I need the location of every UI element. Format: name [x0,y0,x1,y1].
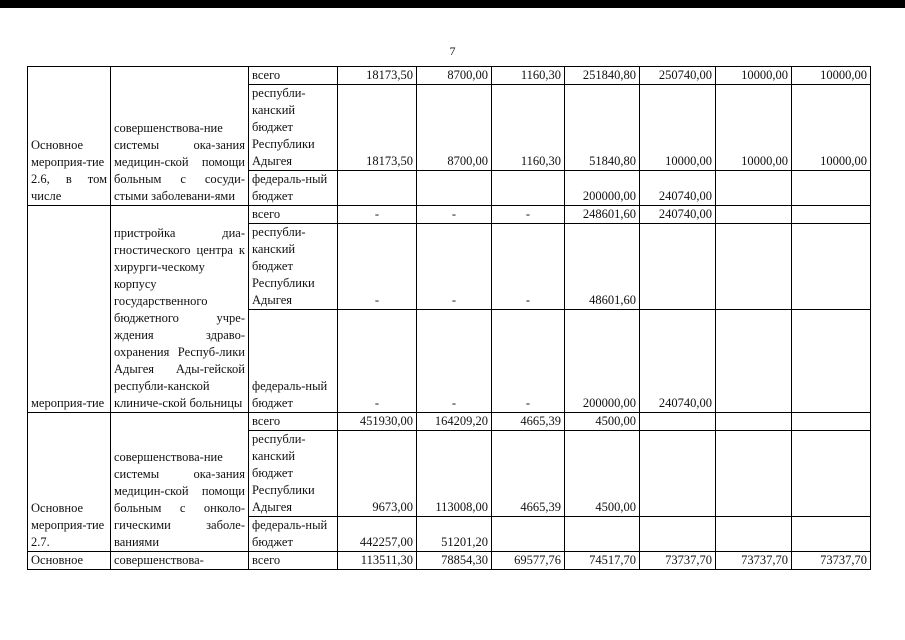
activity-description: пристройка диа-гностического центра к хирурги-ческому корпусу государственного бюджетного учре-ждения здраво-охранения Респуб-лики Адыгея Ады-гейской республи-канской клиниче-ской больницы [114,226,245,410]
funding-source-cell: федераль-ный бюджет [249,517,338,552]
funding-source-cell: всего [249,206,338,224]
amount-cell [492,517,565,552]
amount-cell: - [492,224,565,310]
activity-name: Основное мероприя-тие 2.7. [31,501,105,549]
amount-cell: 164209,20 [417,413,492,431]
funding-source-cell: всего [249,67,338,85]
amount-cell [716,413,792,431]
amount-cell: 73737,70 [792,552,871,570]
amount-cell: 8700,00 [417,67,492,85]
amount-cell [417,171,492,206]
activity-name: Основное [31,553,84,567]
budget-table [27,66,871,570]
amount-cell: 73737,70 [716,552,792,570]
funding-source-cell: республи-канский бюджет Республики Адыгея [249,85,338,171]
amount-cell: - [492,310,565,413]
table-row [28,552,871,570]
amount-cell: 8700,00 [417,85,492,171]
funding-source-cell: всего [249,552,338,570]
activity-name-cell [28,413,111,552]
amount-cell [565,517,640,552]
amount-cell: 78854,30 [417,552,492,570]
amount-cell: - [338,224,417,310]
amount-cell: 1160,30 [492,67,565,85]
amount-cell: 10000,00 [640,85,716,171]
amount-cell [716,206,792,224]
amount-cell: - [338,206,417,224]
amount-cell: 18173,50 [338,67,417,85]
amount-cell [792,171,871,206]
funding-source-cell: федераль-ный бюджет [249,171,338,206]
activity-name: мероприя-тие [31,396,105,410]
amount-cell: 200000,00 [565,171,640,206]
amount-cell: 451930,00 [338,413,417,431]
activity-name-cell [28,552,111,570]
amount-cell: 240740,00 [640,206,716,224]
amount-cell: - [417,224,492,310]
amount-cell: 240740,00 [640,171,716,206]
amount-cell: 4500,00 [565,413,640,431]
amount-cell: 113008,00 [417,431,492,517]
amount-cell: 51840,80 [565,85,640,171]
amount-cell [792,310,871,413]
activity-description: совершенствова-ние системы ока-зания медицин-ской помощи больным с онколо-гическими заболе-ваниями [114,450,245,549]
amount-cell: 4665,39 [492,431,565,517]
amount-cell: 48601,60 [565,224,640,310]
amount-cell [716,517,792,552]
activity-description: совершенствова- [114,553,204,567]
amount-cell [716,224,792,310]
amount-cell: 113511,30 [338,552,417,570]
amount-cell [792,431,871,517]
funding-source-cell: республи-канский бюджет Республики Адыгея [249,224,338,310]
amount-cell [492,171,565,206]
amount-cell: 10000,00 [716,85,792,171]
amount-cell: 69577,76 [492,552,565,570]
amount-cell [716,171,792,206]
table-body [28,67,871,570]
activity-name-cell [28,206,111,413]
amount-cell: 73737,70 [640,552,716,570]
amount-cell: - [417,206,492,224]
activity-name: Основное мероприя-тие 2.6, в том числе [31,138,107,203]
amount-cell [640,413,716,431]
activity-description-cell [111,67,249,206]
amount-cell: 4500,00 [565,431,640,517]
amount-cell [716,431,792,517]
amount-cell [640,431,716,517]
page-number: 7 [449,44,456,58]
amount-cell: - [338,310,417,413]
top-border-bar [0,0,905,8]
activity-description-cell [111,552,249,570]
funding-source-cell: республи-канский бюджет Республики Адыгея [249,431,338,517]
activity-description-cell [111,413,249,552]
amount-cell: 10000,00 [792,85,871,171]
amount-cell: 248601,60 [565,206,640,224]
amount-cell [640,224,716,310]
activity-description: совершенствова-ние системы ока-зания медицин-ской помощи больным с сосуди-стыми заболевани-ями [114,121,245,203]
amount-cell [792,517,871,552]
funding-source-cell: всего [249,413,338,431]
amount-cell: 200000,00 [565,310,640,413]
amount-cell [792,206,871,224]
table-row [28,413,871,431]
activity-name-cell [28,67,111,206]
amount-cell [640,517,716,552]
amount-cell: 250740,00 [640,67,716,85]
amount-cell: 251840,80 [565,67,640,85]
amount-cell: 4665,39 [492,413,565,431]
amount-cell: 442257,00 [338,517,417,552]
amount-cell: 18173,50 [338,85,417,171]
amount-cell: - [417,310,492,413]
amount-cell: 1160,30 [492,85,565,171]
amount-cell [792,224,871,310]
amount-cell: 51201,20 [417,517,492,552]
activity-description-cell [111,206,249,413]
table-row [28,67,871,85]
amount-cell [792,413,871,431]
amount-cell: 9673,00 [338,431,417,517]
amount-cell [716,310,792,413]
amount-cell: 10000,00 [716,67,792,85]
amount-cell [338,171,417,206]
table-row [28,206,871,224]
amount-cell: 74517,70 [565,552,640,570]
amount-cell: 10000,00 [792,67,871,85]
amount-cell: - [492,206,565,224]
funding-source-cell: федераль-ный бюджет [249,310,338,413]
amount-cell: 240740,00 [640,310,716,413]
